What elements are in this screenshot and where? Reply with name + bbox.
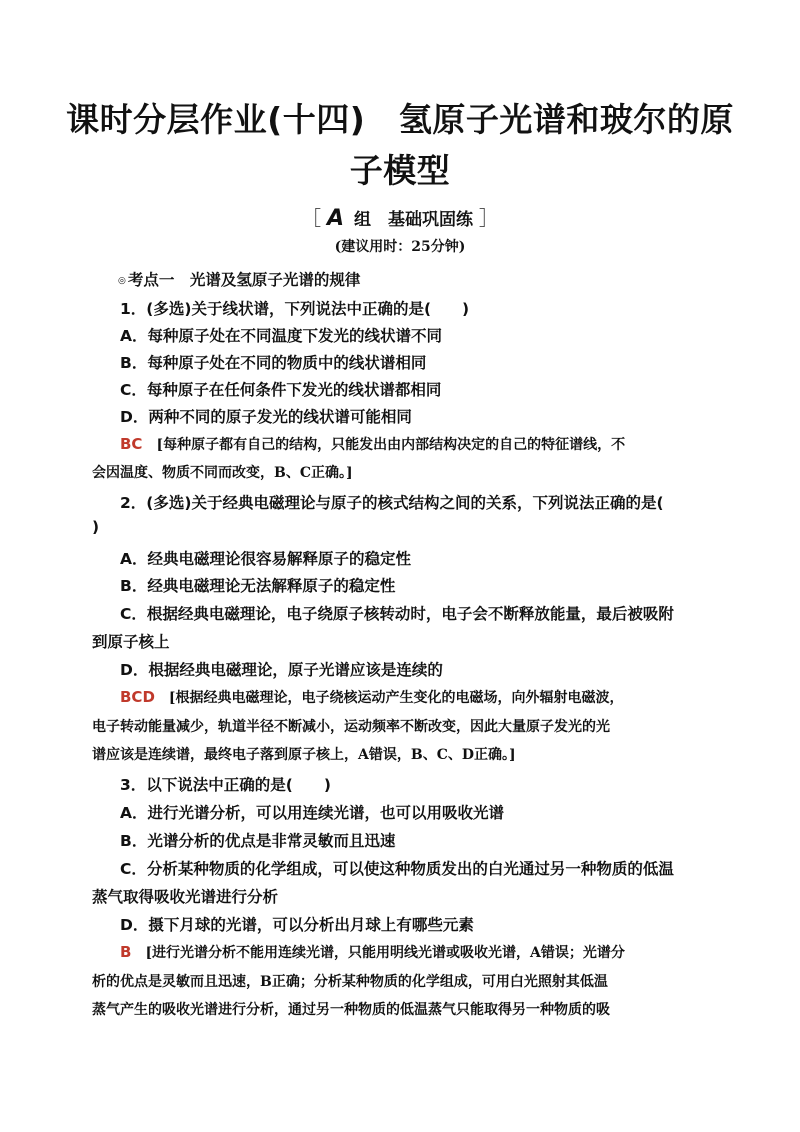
q2-option-c-line1: C．根据经典电磁理论，电子绕原子核转动时，电子会不断释放能量，最后被吸附 bbox=[120, 605, 674, 623]
q1-answer bbox=[120, 434, 625, 454]
q2-stem-line1: 2．(多选)关于经典电磁理论与原子的核式结构之间的关系，下列说法正确的是( bbox=[120, 494, 664, 512]
section-label: 考点一 光谱及氢原子光谱的规律 bbox=[127, 271, 361, 289]
q2-answer-key: BCD bbox=[120, 688, 155, 706]
q2-option-a: A．经典电磁理论很容易解释原子的稳定性 bbox=[120, 550, 411, 568]
q1-explanation-line2: 会因温度、物质不同而改变，B、C正确。] bbox=[92, 465, 353, 481]
q1-stem: 1．(多选)关于线状谱，下列说法中正确的是( ) bbox=[120, 300, 470, 318]
q2-answer bbox=[120, 687, 624, 707]
group-label: 组 基础巩固练 bbox=[353, 210, 473, 230]
q3-option-b: B．光谱分析的优点是非常灵敏而且迅速 bbox=[120, 832, 396, 850]
q3-option-c-line2: 蒸气取得吸收光谱进行分析 bbox=[92, 888, 279, 906]
group-heading bbox=[0, 202, 800, 231]
q3-explanation-line2: 析的优点是灵敏而且迅速，B正确；分析某种物质的化学组成，可用白光照射其低温 bbox=[92, 974, 608, 990]
q2-option-b: B．经典电磁理论无法解释原子的稳定性 bbox=[120, 577, 396, 595]
q3-option-d: D．摄下月球的光谱，可以分析出月球上有哪些元素 bbox=[120, 916, 474, 934]
q3-answer-key: B bbox=[120, 943, 132, 961]
target-icon: ◎ bbox=[118, 275, 126, 286]
section-heading bbox=[118, 268, 360, 290]
q1-answer-key: BC bbox=[120, 435, 143, 453]
q2-explanation-line3: 谱应该是连续谱，最终电子落到原子核上，A错误，B、C、D正确。] bbox=[92, 747, 516, 763]
q1-explanation-line1: [每种原子都有自己的结构，只能发出由内部结构决定的自己的特征谱线，不 bbox=[156, 437, 626, 453]
bracket-close: ］ bbox=[478, 206, 499, 230]
bracket-open: ［ bbox=[301, 206, 322, 230]
q3-option-c-line1: C．分析某种物质的化学组成，可以使这种物质发出的白光通过另一种物质的低温 bbox=[120, 860, 674, 878]
q1-option-c: C．每种原子在任何条件下发光的线状谱都相同 bbox=[120, 381, 442, 399]
q3-answer bbox=[120, 942, 625, 962]
q2-option-c-line2: 到原子核上 bbox=[92, 633, 170, 651]
q2-stem-line2: ) bbox=[92, 518, 100, 536]
time-hint: (建议用时：25分钟) bbox=[334, 239, 466, 255]
page-title-line2: 子模型 bbox=[349, 151, 451, 190]
q3-explanation-line3: 蒸气产生的吸收光谱进行分析，通过另一种物质的低温蒸气只能取得另一种物质的吸 bbox=[92, 1002, 610, 1018]
q3-option-a: A．进行光谱分析，可以用连续光谱，也可以用吸收光谱 bbox=[120, 804, 504, 822]
q3-stem: 3．以下说法中正确的是( ) bbox=[120, 776, 331, 794]
q2-option-d: D．根据经典电磁理论，原子光谱应该是连续的 bbox=[120, 661, 443, 679]
q2-explanation-line2: 电子转动能量减少，轨道半径不断减小，运动频率不断改变，因此大量原子发光的光 bbox=[92, 719, 610, 735]
group-letter: A bbox=[327, 206, 345, 231]
q1-option-a: A．每种原子处在不同温度下发光的线状谱不同 bbox=[120, 327, 442, 345]
page-title-line1: 课时分层作业(十四) 氢原子光谱和玻尔的原 bbox=[66, 100, 734, 139]
q1-option-b: B．每种原子处在不同的物质中的线状谱相同 bbox=[120, 354, 427, 372]
q2-explanation-line1: [根据经典电磁理论，电子绕核运动产生变化的电磁场，向外辐射电磁波， bbox=[168, 690, 624, 706]
q3-explanation-line1: [进行光谱分析不能用连续光谱，只能用明线光谱或吸收光谱，A错误；光谱分 bbox=[145, 945, 625, 961]
q1-option-d: D．两种不同的原子发光的线状谱可能相同 bbox=[120, 408, 412, 426]
